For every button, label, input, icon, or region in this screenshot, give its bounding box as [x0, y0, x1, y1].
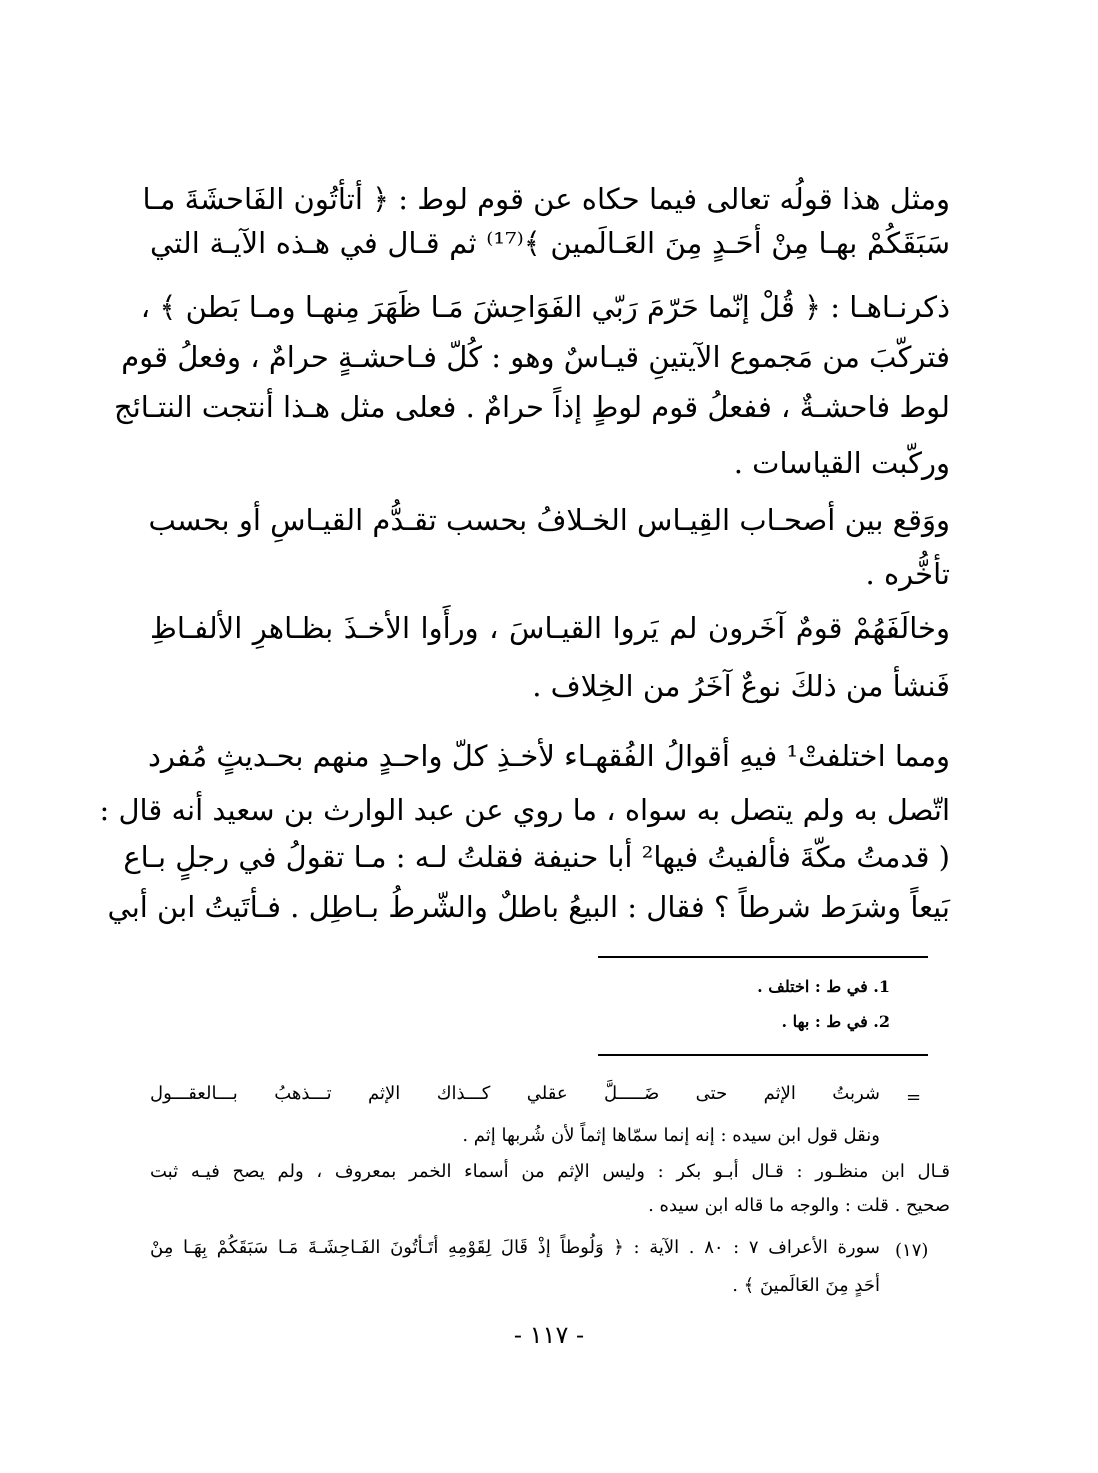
body-line-8: تأخُّره . — [865, 557, 950, 591]
body-line-5: لوط فاحشـةٌ ، ففعلُ قوم لوطٍ إذاً حرامٌ . فعلى مثل هـذا أنتجت النتـائج — [113, 390, 950, 424]
footnote-17-marker: (١٧) — [895, 1240, 929, 1261]
footnote-17-line-2: أحَدٍ مِنَ العَالَمينَ ﴾ . — [732, 1275, 880, 1296]
footnote-verse: شربتُ الإثم حتى ضَـــــلَّ عقلي كـــذاك الإثم تـــذهبُ بـــالعقـــول — [150, 1083, 880, 1104]
footnote-line-3: قـال ابن منظـور : قـال أبـو بكر : وليس الإثم من أسماء الخمر بمعروف ، ولم يصح فيـه ثبت — [150, 1161, 950, 1182]
body-line-13: ( قدمتُ مكّةَ فألفيتُ فيها² أبا حنيفة فقلتُ لـه : مـا تقولُ في رجلٍ بـاع — [123, 840, 950, 874]
footnote-separator-bottom — [598, 1054, 928, 1056]
body-line-7: ووَقع بين أصحـاب القِيـاس الخـلافُ بحسب تقـدُّم القيـاسِ أو بحسب — [148, 503, 950, 537]
footnote-17-line-1: سورة الأعراف ٧ : ٨٠ . الآية : ﴿ وَلُوطاً إذْ قَالَ لِقَوْمِهِ أتَـأتُونَ الفَـاحِشَـةَ مَـا سَبَقَكُمْ بِهَـا مِنْ — [150, 1237, 880, 1258]
footnote-separator-top — [598, 956, 928, 958]
body-line-3: ذكرنـاهـا : ﴿ قُلْ إنّما حَرّمَ رَبّي الفَوَاحِشَ مَـا ظَهَرَ مِنهـا ومـا بَطن ﴾ ، — [140, 290, 950, 324]
body-line-1: ومثل هذا قولُه تعالى فيما حكاه عن قوم لوط : ﴿ أتأتُون الفَاحشَةَ مـا — [142, 182, 950, 216]
body-line-2: سَبَقَكُمْ بهـا مِنْ أحَـدٍ مِنَ العَـالَمين ﴾⁽¹⁷⁾ ثم قـال في هـذه الآيـة التي — [150, 226, 950, 260]
body-line-11: ومما اختلفتْ¹ فيهِ أقوالُ الفُقهـاء لأخـذِ كلّ واحـدٍ منهم بحـديثٍ مُفرد — [148, 739, 950, 773]
body-line-12: اتّصل به ولم يتصل به سواه ، ما روي عن عبد الوارث بن سعيد أنه قال : — [99, 793, 950, 827]
footnote-line-4: صحيح . قلت : والوجه ما قاله ابن سيده . — [648, 1195, 950, 1216]
body-line-9: وخالَفَهُمْ قومٌ آخَرون لم يَروا القيـاسَ ، ورأَوا الأخـذَ بظـاهرِ الألفـاظِ — [150, 611, 950, 645]
body-line-4: فتركّبَ من مَجموع الآيتينِ قيـاسٌ وهو : كُلّ فـاحشـةٍ حرامٌ ، وفعلُ قوم — [121, 340, 950, 374]
footnote-1: 1. في ط : اختلف . — [757, 977, 890, 996]
page-number: - ١١٧ - — [513, 1321, 585, 1349]
body-line-10: فَنشأ من ذلكَ نوعٌ آخَرُ من الخِلاف . — [532, 669, 950, 703]
continuation-marker: = — [906, 1087, 922, 1108]
body-line-14: بَيعاً وشرَط شرطاً ؟ فقال : البيعُ باطلٌ والشّرطُ بـاطِل . فـأتَيتُ ابن أبي — [107, 890, 950, 924]
body-line-6: وركّبت القياسات . — [733, 446, 950, 480]
footnote-line-2: ونقل قول ابن سيده : إنه إنما سمّاها إثماً لأن شُربها إثم . — [462, 1125, 880, 1146]
footnote-2: 2. في ط : بها . — [781, 1012, 890, 1031]
